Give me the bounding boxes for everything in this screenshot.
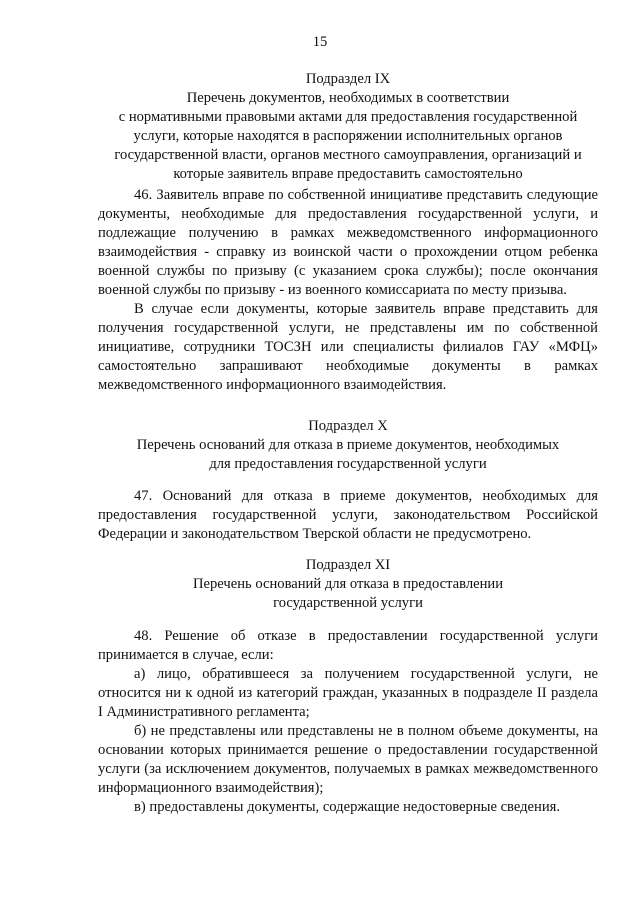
section-9-body <box>98 186 598 395</box>
list-item-c: в) предоставлены документы, содержащие недостоверные сведения. <box>134 799 561 815</box>
section-10-heading-line: для предоставления государственной услуги <box>209 456 487 472</box>
section-11-body <box>98 627 598 817</box>
paragraph-46-continued: В случае если документы, которые заявитель вправе представить для получения государственной услуги, не представлены им по собственной инициативе, сотрудники ТОСЗН или специалисты филиалов ГАУ «МФЦ» самостоятельно запрашивают необходимые документы в рамках межведомственного информационного взаимодействия. <box>98 301 598 393</box>
page-number: 15 <box>312 34 328 50</box>
section-9-heading-line: государственной власти, органов местного самоуправления, организаций и <box>114 147 582 163</box>
section-9-heading <box>98 70 598 184</box>
paragraph-48: 48. Решение об отказе в предоставлении государственной услуги принимается в случае, если: <box>98 628 598 663</box>
section-10-heading <box>98 417 598 474</box>
paragraph-47: 47. Оснований для отказа в приеме документов, необходимых для предоставления государственной услуги, законодательством Российской Федерации и законодательством Тверской области не предусмотрено. <box>98 488 598 542</box>
paragraph-46: 46. Заявитель вправе по собственной инициативе представить следующие документы, необходимые для предоставления государственной услуги, и подлежащие получению в рамках межведомственного информационного взаимодействия - справку из воинской части о прохождении отцом ребенка военной службы по призыву (с указанием срока службы); после окончания военной службы по призыву - из военного комиссариата по месту призыва. <box>98 187 598 298</box>
section-11-heading <box>98 556 598 613</box>
section-9-heading-line: которые заявитель вправе предоставить самостоятельно <box>173 166 523 182</box>
list-item-a: а) лицо, обратившееся за получением государственной услуги, не относится ни к одной из категорий граждан, указанных в подразделе II раздела I Административного регламента; <box>98 666 598 720</box>
section-9-heading-line: услуги, которые находятся в распоряжении исполнительных органов <box>133 128 563 144</box>
section-9-heading-line: Перечень документов, необходимых в соответствии <box>186 90 510 106</box>
section-10-body <box>98 487 598 544</box>
section-9-heading-line: с нормативными правовыми актами для предоставления государственной <box>118 109 578 125</box>
section-10-title: Подраздел X <box>308 418 388 434</box>
section-11-heading-line: Перечень оснований для отказа в предоставлении <box>192 576 504 592</box>
section-11-heading-line: государственной услуги <box>273 595 423 611</box>
section-9-title: Подраздел IX <box>305 71 391 87</box>
section-10-heading-line: Перечень оснований для отказа в приеме документов, необходимых <box>136 437 560 453</box>
section-11-title: Подраздел XI <box>305 557 391 573</box>
list-item-b: б) не представлены или представлены не в полном объеме документы, на основании которых принимается решение о предоставлении государственной услуги (за исключением документов, получаемых в рамках межведомственного информационного взаимодействия); <box>98 723 598 796</box>
